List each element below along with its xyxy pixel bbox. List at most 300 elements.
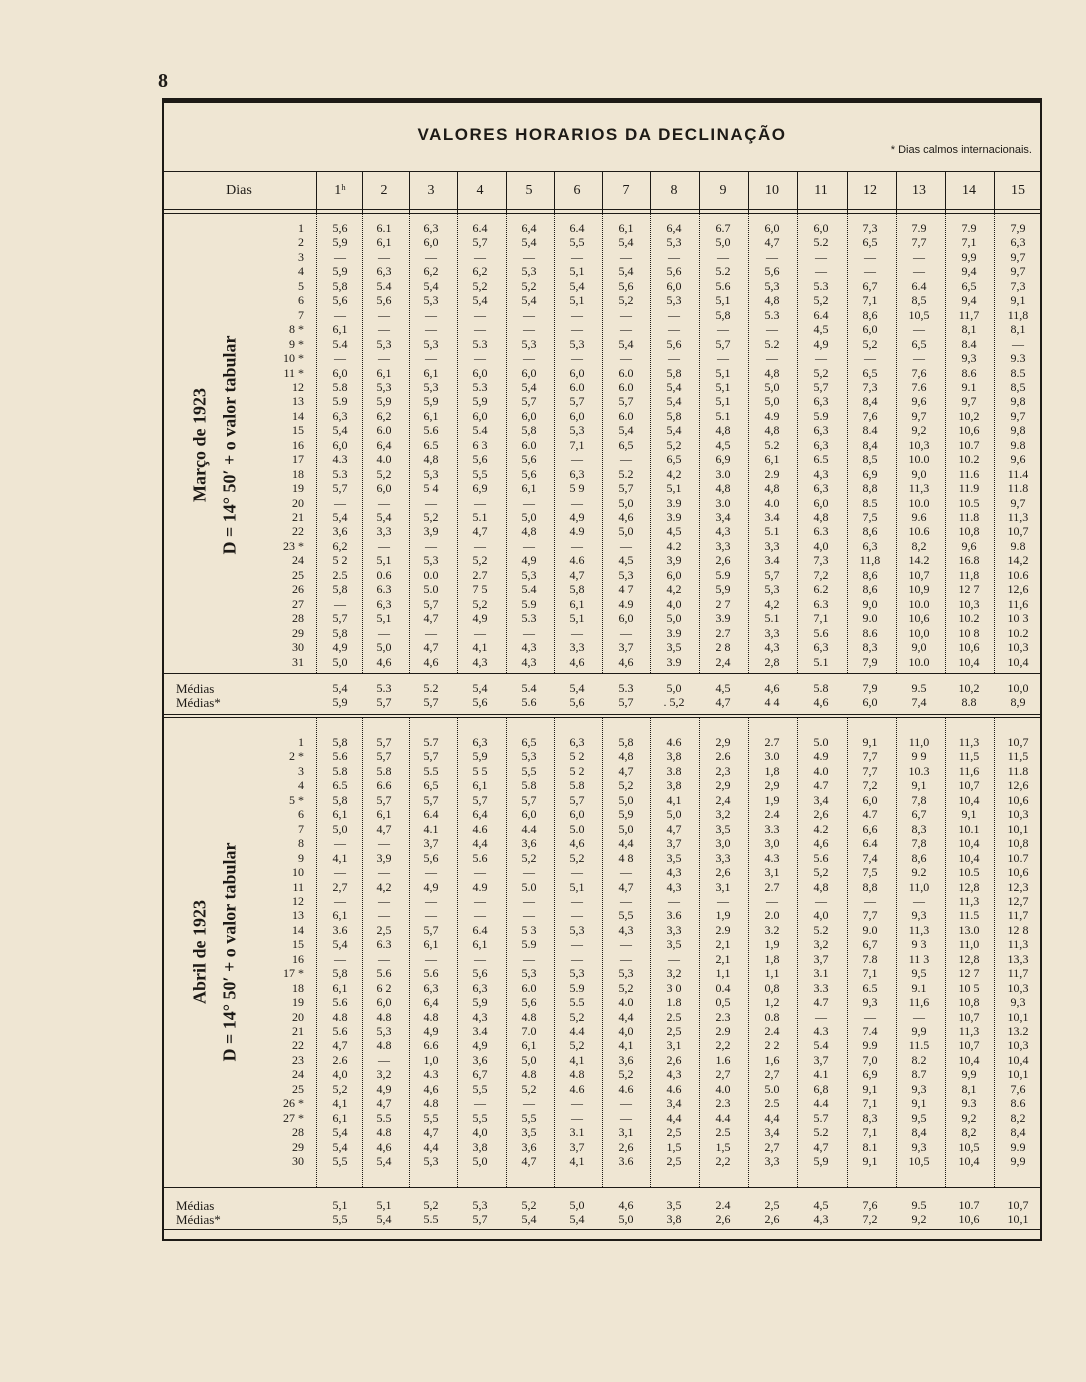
table-row (164, 851, 1040, 865)
value-cell: 5,4 (332, 1125, 348, 1140)
value-cell: 2,6 (666, 1052, 682, 1067)
value-cell: 10,3 (1007, 807, 1029, 822)
value-cell: 2,7 (715, 1067, 731, 1082)
value-cell: 6,0 (618, 611, 634, 626)
means-label: Médias (176, 1198, 215, 1213)
value-cell: 5,2 (472, 278, 488, 293)
column-header-hour: 2 (380, 183, 388, 198)
table-row (164, 952, 1040, 966)
value-cell: 3,5 (521, 1125, 537, 1140)
value-cell: 7,7 (862, 908, 878, 923)
value-cell: 6.4 (862, 836, 878, 851)
value-cell: 5,1 (569, 611, 585, 626)
value-cell: 4,5 (715, 437, 731, 452)
table-row (164, 524, 1040, 538)
value-cell: — (815, 893, 827, 908)
value-cell: 5 9 (569, 481, 585, 496)
value-cell: 4,3 (666, 879, 682, 894)
value-cell: 9,1 (911, 1096, 927, 1111)
value-cell: 5,6 (332, 293, 348, 308)
means-cell: 7,9 (862, 681, 878, 695)
table-row (164, 923, 1040, 937)
value-cell: 8,6 (911, 850, 927, 865)
day-cell: 1 (298, 735, 304, 749)
value-cell: 2,6 (618, 1139, 634, 1154)
table-row (164, 655, 1040, 669)
value-cell: 4.0 (618, 995, 634, 1010)
value-cell: 4,6 (423, 1081, 439, 1096)
day-cell: 3 (298, 249, 304, 264)
value-cell: 5,7 (472, 235, 488, 250)
means-cell: 4,6 (618, 1198, 634, 1212)
value-cell: 10,6 (1007, 792, 1029, 807)
value-cell: 8,4 (862, 437, 878, 452)
value-cell: 5,5 (472, 1110, 488, 1125)
value-cell: — (334, 249, 346, 264)
value-cell: 2.5 (715, 1125, 731, 1140)
value-cell: 5,8 (332, 966, 348, 981)
horizontal-rule (164, 1187, 1040, 1188)
table-row (164, 250, 1040, 264)
value-cell: 5,7 (618, 481, 634, 496)
value-cell: 11,8 (859, 553, 881, 568)
value-cell: 4.1 (813, 1067, 829, 1082)
value-cell: 4,8 (618, 749, 634, 764)
value-cell: 6,8 (813, 1081, 829, 1096)
formula-text: D = 14° 50′ + o valor tabular (219, 842, 240, 1062)
value-cell: — (523, 307, 535, 322)
value-cell: 6,0 (862, 322, 878, 337)
value-cell: 9,6 (1010, 452, 1026, 467)
value-cell: 9,4 (961, 264, 977, 279)
value-cell: — (334, 495, 346, 510)
value-cell: 10,5 (958, 1139, 980, 1154)
table-row (164, 279, 1040, 293)
value-cell: 2.7 (472, 567, 488, 582)
value-cell: 6,4 (423, 995, 439, 1010)
table-row (164, 1053, 1040, 1067)
value-cell: 3.6 (666, 908, 682, 923)
day-cell: 19 (292, 481, 304, 496)
value-cell: 6,0 (569, 807, 585, 822)
value-cell: 5.0 (423, 582, 439, 597)
value-cell: 5,3 (666, 235, 682, 250)
value-cell: 3.1 (569, 1125, 585, 1140)
value-cell: 4,9 (332, 640, 348, 655)
table-row (164, 1010, 1040, 1024)
value-cell: 10,4 (958, 792, 980, 807)
value-cell: 5.5 (376, 1110, 392, 1125)
value-cell: 6.0 (618, 379, 634, 394)
value-cell: 4,3 (618, 922, 634, 937)
means-cell: 4,6 (813, 695, 829, 709)
value-cell: 5.3 (813, 278, 829, 293)
value-cell: 5,4 (472, 293, 488, 308)
day-cell: 7 (298, 821, 304, 836)
value-cell: 9.9 (862, 1038, 878, 1053)
value-cell: 3,5 (715, 821, 731, 836)
table-row (164, 611, 1040, 625)
day-cell: 10 (292, 865, 304, 880)
value-cell: 5,1 (666, 481, 682, 496)
value-cell: 9 3 (911, 937, 927, 952)
value-cell: 10,3 (908, 437, 930, 452)
value-cell: 11,3 (958, 1024, 980, 1038)
value-cell: 5 3 (521, 922, 537, 937)
value-cell: 5,7 (423, 922, 439, 937)
value-cell: 1,8 (764, 951, 780, 966)
table-row (164, 221, 1040, 235)
value-cell: 5,0 (472, 1154, 488, 1169)
day-cell: 23 * (283, 538, 304, 553)
value-cell: 6,0 (332, 365, 348, 380)
value-cell: 10,3 (1007, 1038, 1029, 1053)
value-cell: 5,0 (618, 524, 634, 539)
value-cell: 7,3 (862, 221, 878, 235)
value-cell: 4,9 (376, 1081, 392, 1096)
value-cell: 5,3 (521, 749, 537, 764)
value-cell: 4,8 (423, 452, 439, 467)
value-cell: 4.3 (813, 1024, 829, 1038)
value-cell: 5,7 (376, 792, 392, 807)
value-cell: 5,3 (569, 922, 585, 937)
value-cell: — (425, 951, 437, 966)
value-cell: 8.6 (1010, 1096, 1026, 1111)
value-cell: 5,5 (423, 1110, 439, 1125)
value-cell: 4,7 (569, 567, 585, 582)
value-cell: 9,3 (911, 908, 927, 923)
day-cell: 31 (292, 654, 304, 669)
value-cell: 2.3 (715, 1009, 731, 1024)
value-cell: 3.0 (764, 749, 780, 764)
means-cell: 5,4 (569, 681, 585, 695)
value-cell: 5.8 (521, 778, 537, 793)
value-cell: 5.2 (764, 336, 780, 351)
means-cell: 5,7 (423, 695, 439, 709)
value-cell: 7.6 (911, 379, 927, 394)
value-cell: 6,2 (376, 408, 392, 423)
value-cell: 6,0 (521, 365, 537, 380)
value-cell: 10.3 (908, 763, 930, 778)
table-row (164, 539, 1040, 553)
value-cell: 5.0 (521, 879, 537, 894)
value-cell: 5,4 (332, 423, 348, 438)
value-cell: 3,3 (764, 1154, 780, 1169)
value-cell: 3,6 (472, 1052, 488, 1067)
value-cell: 5,4 (618, 235, 634, 250)
value-cell: 5,2 (618, 293, 634, 308)
value-cell: 5,1 (376, 553, 392, 568)
value-cell: 5,0 (521, 510, 537, 524)
table-row (164, 568, 1040, 582)
value-cell: — (378, 951, 390, 966)
value-cell: 4.2 (666, 538, 682, 553)
value-cell: — (620, 351, 632, 366)
value-cell: 7.9 (961, 221, 977, 235)
value-cell: 10.0 (908, 495, 930, 510)
value-cell: 4,7 (472, 524, 488, 539)
means-cell: 9.5 (911, 1198, 927, 1212)
value-cell: 2,8 (764, 654, 780, 669)
value-cell: — (913, 249, 925, 264)
value-cell: 7.0 (521, 1024, 537, 1038)
value-cell: — (378, 495, 390, 510)
means-cell: 10,2 (958, 681, 980, 695)
value-cell: 4.4 (715, 1110, 731, 1125)
value-cell: 6,1 (332, 980, 348, 995)
value-cell: 1,5 (666, 1139, 682, 1154)
value-cell: 5,4 (332, 937, 348, 952)
value-cell: 10,4 (1007, 1052, 1029, 1067)
means-cell: 5,7 (472, 1212, 488, 1226)
value-cell: 3,9 (666, 553, 682, 568)
value-cell: 6,6 (862, 821, 878, 836)
value-cell: 1,1 (715, 966, 731, 981)
value-cell: 11,3 (908, 922, 930, 937)
value-cell: 4.6 (472, 821, 488, 836)
value-cell: 5,6 (376, 293, 392, 308)
value-cell: 10.7 (958, 437, 980, 452)
value-cell: 3 0 (666, 980, 682, 995)
month-label-text: Março de 1923 (189, 387, 210, 502)
value-cell: 9,7 (1010, 264, 1026, 279)
value-cell: 5,0 (618, 792, 634, 807)
value-cell: 4.4 (569, 1024, 585, 1038)
value-cell: 9,9 (961, 1067, 977, 1082)
means-cell: 10,1 (1007, 1212, 1029, 1226)
value-cell: 4,6 (569, 836, 585, 851)
value-cell: 10,7 (958, 778, 980, 793)
value-cell: 5.0 (813, 735, 829, 749)
value-cell: 5,7 (521, 792, 537, 807)
value-cell: 4,1 (332, 850, 348, 865)
value-cell: 9,2 (961, 1110, 977, 1125)
value-cell: 9,7 (1010, 408, 1026, 423)
value-cell: 7,7 (911, 235, 927, 250)
means-cell: 4 4 (764, 695, 780, 709)
value-cell: — (378, 1052, 390, 1067)
value-cell: 4,3 (472, 654, 488, 669)
value-cell: 5,2 (472, 553, 488, 568)
value-cell: 4.4 (521, 821, 537, 836)
value-cell: 5.2 (813, 1125, 829, 1140)
table-row (164, 351, 1040, 365)
value-cell: 10,3 (958, 596, 980, 611)
value-cell: 5,1 (715, 394, 731, 409)
value-cell: 6,0 (376, 481, 392, 496)
horizontal-rule (164, 1229, 1040, 1230)
value-cell: 9.1 (911, 980, 927, 995)
value-cell: 5,7 (423, 749, 439, 764)
value-cell: — (378, 893, 390, 908)
value-cell: 5,4 (423, 278, 439, 293)
calm-days-note: * Dias calmos internacionais. (890, 144, 1032, 156)
means-cell: 5,6 (569, 695, 585, 709)
column-header-hour: 13 (912, 183, 926, 198)
value-cell: 11,5 (1007, 749, 1029, 764)
value-cell: 6.4 (423, 807, 439, 822)
value-cell: — (864, 351, 876, 366)
value-cell: 9,0 (911, 466, 927, 481)
value-cell: — (620, 249, 632, 264)
value-cell: 5,7 (569, 394, 585, 409)
table-row (164, 836, 1040, 850)
value-cell: 5.4 (376, 278, 392, 293)
day-cell: 7 (298, 307, 304, 322)
value-cell: 10,7 (958, 1009, 980, 1024)
value-cell: 5,3 (618, 567, 634, 582)
value-cell: 3,4 (764, 1125, 780, 1140)
means-cell: 6,0 (862, 695, 878, 709)
value-cell: 6,0 (521, 408, 537, 423)
value-cell: 5,6 (332, 221, 348, 235)
value-cell: 5,0 (764, 394, 780, 409)
value-cell: 7,7 (862, 749, 878, 764)
means-cell: 5,0 (569, 1198, 585, 1212)
day-cell: 30 (292, 1154, 304, 1169)
value-cell: — (668, 322, 680, 337)
value-cell: 4.8 (376, 1009, 392, 1024)
means-cell: 3,8 (666, 1212, 682, 1226)
table-title: VALORES HORARIOS DA DECLINAÇÃO (417, 125, 787, 144)
value-cell: — (815, 351, 827, 366)
value-cell: 4,0 (472, 1125, 488, 1140)
horizontal-rule (164, 673, 1040, 674)
value-cell: 7,6 (911, 365, 927, 380)
value-cell: 2,7 (332, 879, 348, 894)
value-cell: 3,6 (332, 524, 348, 539)
value-cell: 6,3 (813, 437, 829, 452)
value-cell: 5,9 (332, 264, 348, 279)
column-header-hour: 10 (765, 183, 779, 198)
value-cell: 4.8 (376, 1125, 392, 1140)
value-cell: 5,5 (521, 763, 537, 778)
value-cell: — (523, 625, 535, 640)
value-cell: 5,8 (666, 365, 682, 380)
value-cell: 4.1 (423, 821, 439, 836)
value-cell: — (378, 908, 390, 923)
value-cell: — (425, 351, 437, 366)
value-cell: 10.2 (958, 611, 980, 626)
value-cell: — (864, 249, 876, 264)
value-cell: 9,9 (1010, 1154, 1026, 1169)
value-cell: 10,6 (958, 640, 980, 655)
value-cell: 6,3 (376, 596, 392, 611)
table-row (164, 778, 1040, 792)
value-cell: — (474, 307, 486, 322)
value-cell: 3,8 (472, 1139, 488, 1154)
value-cell: 5,7 (764, 567, 780, 582)
value-cell: — (571, 908, 583, 923)
value-cell: 8,1 (961, 322, 977, 337)
value-cell: 9,6 (911, 394, 927, 409)
value-cell: 11,3 (958, 735, 980, 749)
value-cell: 6,0 (423, 235, 439, 250)
value-cell: 9.8 (1010, 437, 1026, 452)
day-cell: 14 (292, 922, 304, 937)
formula-text: D = 14° 50′ + o valor tabular (219, 335, 240, 555)
value-cell: 4,7 (813, 1139, 829, 1154)
value-cell: — (378, 538, 390, 553)
value-cell: 5,5 (472, 466, 488, 481)
value-cell: — (620, 951, 632, 966)
value-cell: 1.8 (666, 995, 682, 1010)
means-cell: 5,0 (666, 681, 682, 695)
value-cell: — (620, 452, 632, 467)
value-cell: 6,0 (332, 437, 348, 452)
day-cell: 20 (292, 1009, 304, 1024)
value-cell: 4,6 (618, 654, 634, 669)
value-cell: 7,9 (1010, 221, 1026, 235)
value-cell: — (523, 893, 535, 908)
column-header-hour: 7 (622, 183, 630, 198)
value-cell: 8,8 (862, 481, 878, 496)
table-row (164, 394, 1040, 408)
value-cell: 5,1 (376, 611, 392, 626)
means-cell: 5,3 (472, 1198, 488, 1212)
value-cell: 5,8 (569, 582, 585, 597)
value-cell: 6,3 (332, 408, 348, 423)
value-cell: 7,1 (569, 437, 585, 452)
value-cell: 4,2 (764, 596, 780, 611)
value-cell: 9,4 (961, 293, 977, 308)
value-cell: 4,0 (666, 596, 682, 611)
value-cell: 6,4 (666, 221, 682, 235)
value-cell: 5,7 (813, 379, 829, 394)
value-cell: 3.4 (764, 510, 780, 524)
day-cell: 19 (292, 995, 304, 1010)
value-cell: 8,5 (1010, 379, 1026, 394)
day-cell: 26 (292, 582, 304, 597)
value-cell: 5.3 (764, 307, 780, 322)
value-cell: 0,5 (715, 995, 731, 1010)
value-cell: 10,8 (958, 524, 980, 539)
value-cell: — (523, 951, 535, 966)
means-cell: 4,7 (715, 695, 731, 709)
means-cell: 4,5 (715, 681, 731, 695)
value-cell: 4,0 (813, 908, 829, 923)
value-cell: 3,5 (666, 937, 682, 952)
value-cell: 7,2 (813, 567, 829, 582)
value-cell: 6,9 (862, 466, 878, 481)
value-cell: 9.3 (961, 1096, 977, 1111)
means-cell: 5,2 (521, 1198, 537, 1212)
value-cell: 5,2 (569, 850, 585, 865)
value-cell: 6 2 (376, 980, 392, 995)
value-cell: 4.0 (813, 763, 829, 778)
day-cell: 21 (292, 510, 304, 524)
value-cell: — (425, 538, 437, 553)
value-cell: 5,3 (521, 567, 537, 582)
means-label: Médias* (176, 695, 221, 710)
value-cell: 9,5 (911, 966, 927, 981)
value-cell: 7,9 (862, 654, 878, 669)
value-cell: 3.0 (715, 495, 731, 510)
value-cell: — (571, 937, 583, 952)
value-cell: 0.8 (764, 1009, 780, 1024)
value-cell: 10,7 (908, 567, 930, 582)
value-cell: 5,4 (332, 510, 348, 524)
value-cell: 13,3 (1007, 951, 1029, 966)
table-row (164, 880, 1040, 894)
day-cell: 9 (298, 850, 304, 865)
month-label-text: Abril de 1923 (189, 899, 210, 1004)
value-cell: 10,7 (958, 1038, 980, 1053)
value-cell: 2,1 (715, 937, 731, 952)
table-row (164, 1082, 1040, 1096)
value-cell: 4.6 (618, 1081, 634, 1096)
value-cell: 5,4 (666, 423, 682, 438)
